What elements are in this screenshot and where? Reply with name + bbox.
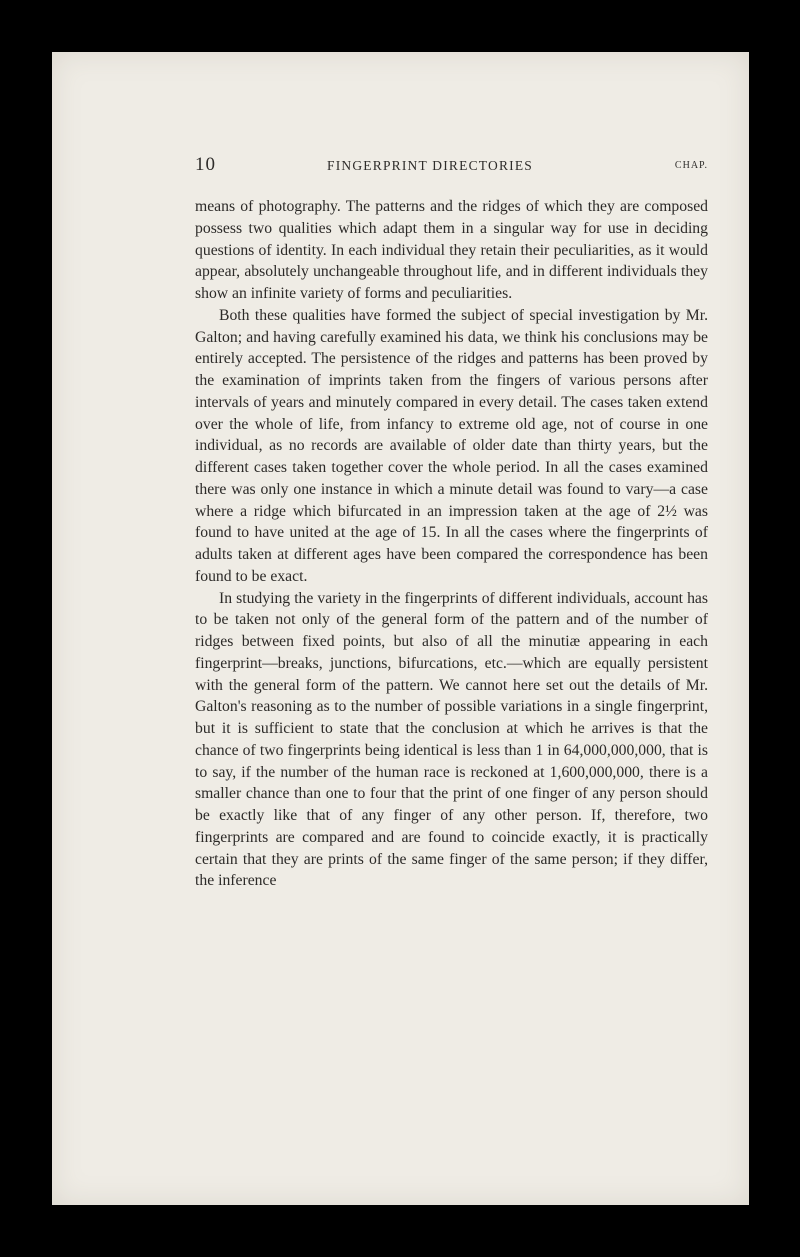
page-number: 10 [195, 154, 216, 175]
chapter-label: CHAP. [674, 160, 708, 171]
page-header [195, 154, 708, 178]
paragraph-2: Both these qualities have formed the subject of special investigation by Mr. Galton; and having carefully examined his data, we think his conclusions may be entirely accepted. The persistence of the ridges and patterns has been proved by the examination of imprints taken from the fingers of various persons after intervals of years and minutely compared in every detail. The cases taken extend over the whole of life, from infancy to extreme old age, not of course in one individual, as no records are available of older date than thirty years, but the different cases taken together cover the whole period. In all the cases examined there was only one instance in which a minute detail was found to vary—a case where a ridge which bifurcated in an impression taken at the age of 2½ was found to have united at the age of 15. In all the cases where the fingerprints of adults taken at different ages have been compared the correspondence has been found to be exact. [195, 306, 708, 585]
paragraph-3: In studying the variety in the fingerprints of different individuals, account has to be taken not only of the general form of the pattern and of the number of ridges between fixed points, but also of all the minutiæ appearing in each fingerprint—breaks, junctions, bifurcations, etc.—which are equally persistent with the general form of the pattern. We cannot here set out the details of Mr. Galton's reasoning as to the number of possible variations in a single fingerprint, but it is sufficient to state that the conclusion at which he arrives is that the chance of two fingerprints being identical is less than 1 in 64,000,000,000, that is to say, if the number of the human race is reckoned at 1,600,000,000, there is a smaller chance than one to four that the print of one finger of any person should be exactly like that of any finger of any other person. If, therefore, two fingerprints are compared and are found to coincide exactly, it is practically certain that they are prints of the same finger of the same person; if they differ, the inference [195, 589, 708, 890]
body-text [195, 196, 708, 892]
running-title: FINGERPRINT DIRECTORIES [327, 158, 533, 173]
paragraph-1: means of photography. The patterns and the ridges of which they are composed possess two qualities which adapt them in a singular way for use in deciding questions of identity. In each individual they retain their peculiarities, as it would appear, absolutely unchangeable throughout life, and in different individuals they show an infinite variety of forms and peculiarities. [195, 198, 708, 302]
